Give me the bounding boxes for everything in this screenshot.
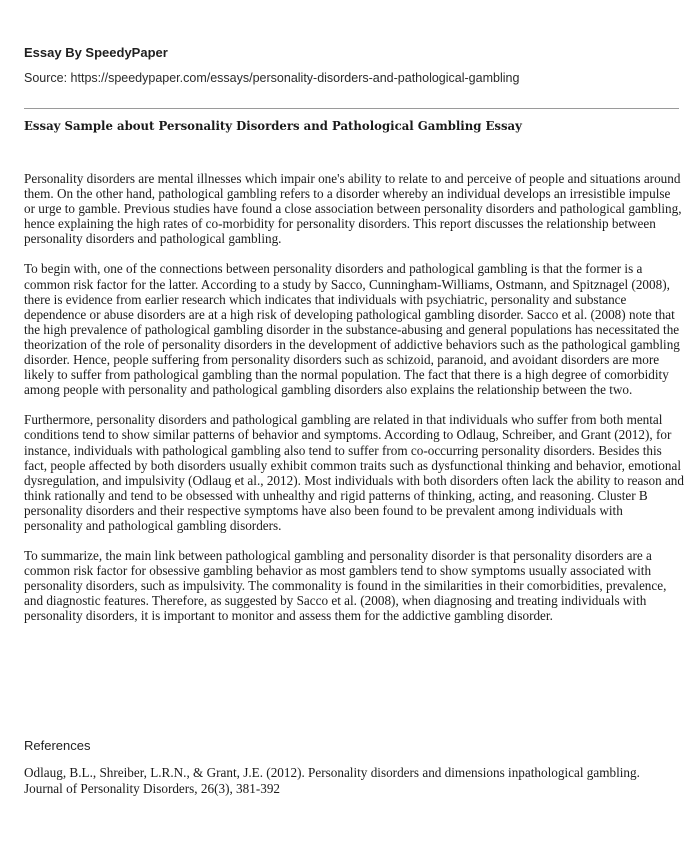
brand-heading: Essay By SpeedyPaper <box>24 45 168 60</box>
essay-body <box>24 171 684 639</box>
paragraph-summary: To summarize, the main link between pathological gambling and personality disorder is that personality disorders are a common risk factor for obsessive gambling behavior as most gamblers tend to show symptoms usually associated with personality disorders, such as impulsivity. The commonality is found in the similarities in their comorbidities, prevalence, and diagnostic features. Therefore, as suggested by Sacco et al. (2008), when diagnosing and treating individuals with personality disorders, it is important to monitor and assess them for the addictive gambling disorder. <box>24 548 667 624</box>
references-heading: References <box>24 738 91 753</box>
source-line: Source: https://speedypaper.com/essays/personality-disorders-and-pathological-gambling <box>24 71 520 85</box>
paragraph-risk-factor: To begin with, one of the connections between personality disorders and pathological gambling is that the former is a common risk factor for the latter. According to a study by Sacco, Cunningham-Williams, Ostmann, and Spitznagel (2008), there is evidence from earlier research which indicates that individuals with psychiatric, personality and substance dependence or abuse disorders are at a high risk of developing pathological gambling disorder. Sacco et al. (2008) note that the high prevalence of pathological gambling disorder in the substance-abusing and general populations has necessitated the theorization of the role of personality disorders in the development of addictive behaviors such as the pathological gambling disorder. Hence, people suffering from personality disorders such as schizoid, paranoid, and avoidant disorders are more likely to suffer from pathological gambling than the normal population. The fact that there is a high degree of comorbidity among people with personality and pathological gambling disorders also explains the relationship between the two. <box>24 261 680 398</box>
paragraph-intro: Personality disorders are mental illnesses which impair one's ability to relate to and perceive of people and situations around them. On the other hand, pathological gambling refers to a disorder whereby an individual develops an irresistible impulse or urge to gamble. Previous studies have found a close association between personality disorders and pathological gambling, hence explaining the high rates of co-morbidity for personality disorders. This report discusses the relationship between personality disorders and pathological gambling. <box>24 171 682 247</box>
essay-title: Essay Sample about Personality Disorders and Pathological Gambling Essay <box>24 119 522 133</box>
paragraph-symptoms: Furthermore, personality disorders and pathological gambling are related in that individuals who suffer from both mental conditions tend to show similar patterns of behavior and symptoms. According to Odlaug, Schreiber, and Grant (2012), for instance, individuals with pathological gambling also tend to suffer from co-occurring personality disorders. Besides this fact, people affected by both disorders usually exhibit common traits such as dysfunctional thinking and behavior, emotional dysregulation, and impulsivity (Odlaug et al., 2012). Most individuals with both disorders often lack the ability to reason and think rationally and tend to be obsessed with unhealthy and rigid patterns of thinking, acting, and reasoning. Cluster B personality disorders and their respective symptoms have also been found to be prevalent among individuals with personality and pathological gambling disorders. <box>24 412 684 533</box>
reference-item: Odlaug, B.L., Shreiber, L.R.N., & Grant, J.E. (2012). Personality disorders and dimensions inpathological gambling. Journal of Personality Disorders, 26(3), 381-392 <box>24 765 640 796</box>
header-divider <box>24 108 679 109</box>
